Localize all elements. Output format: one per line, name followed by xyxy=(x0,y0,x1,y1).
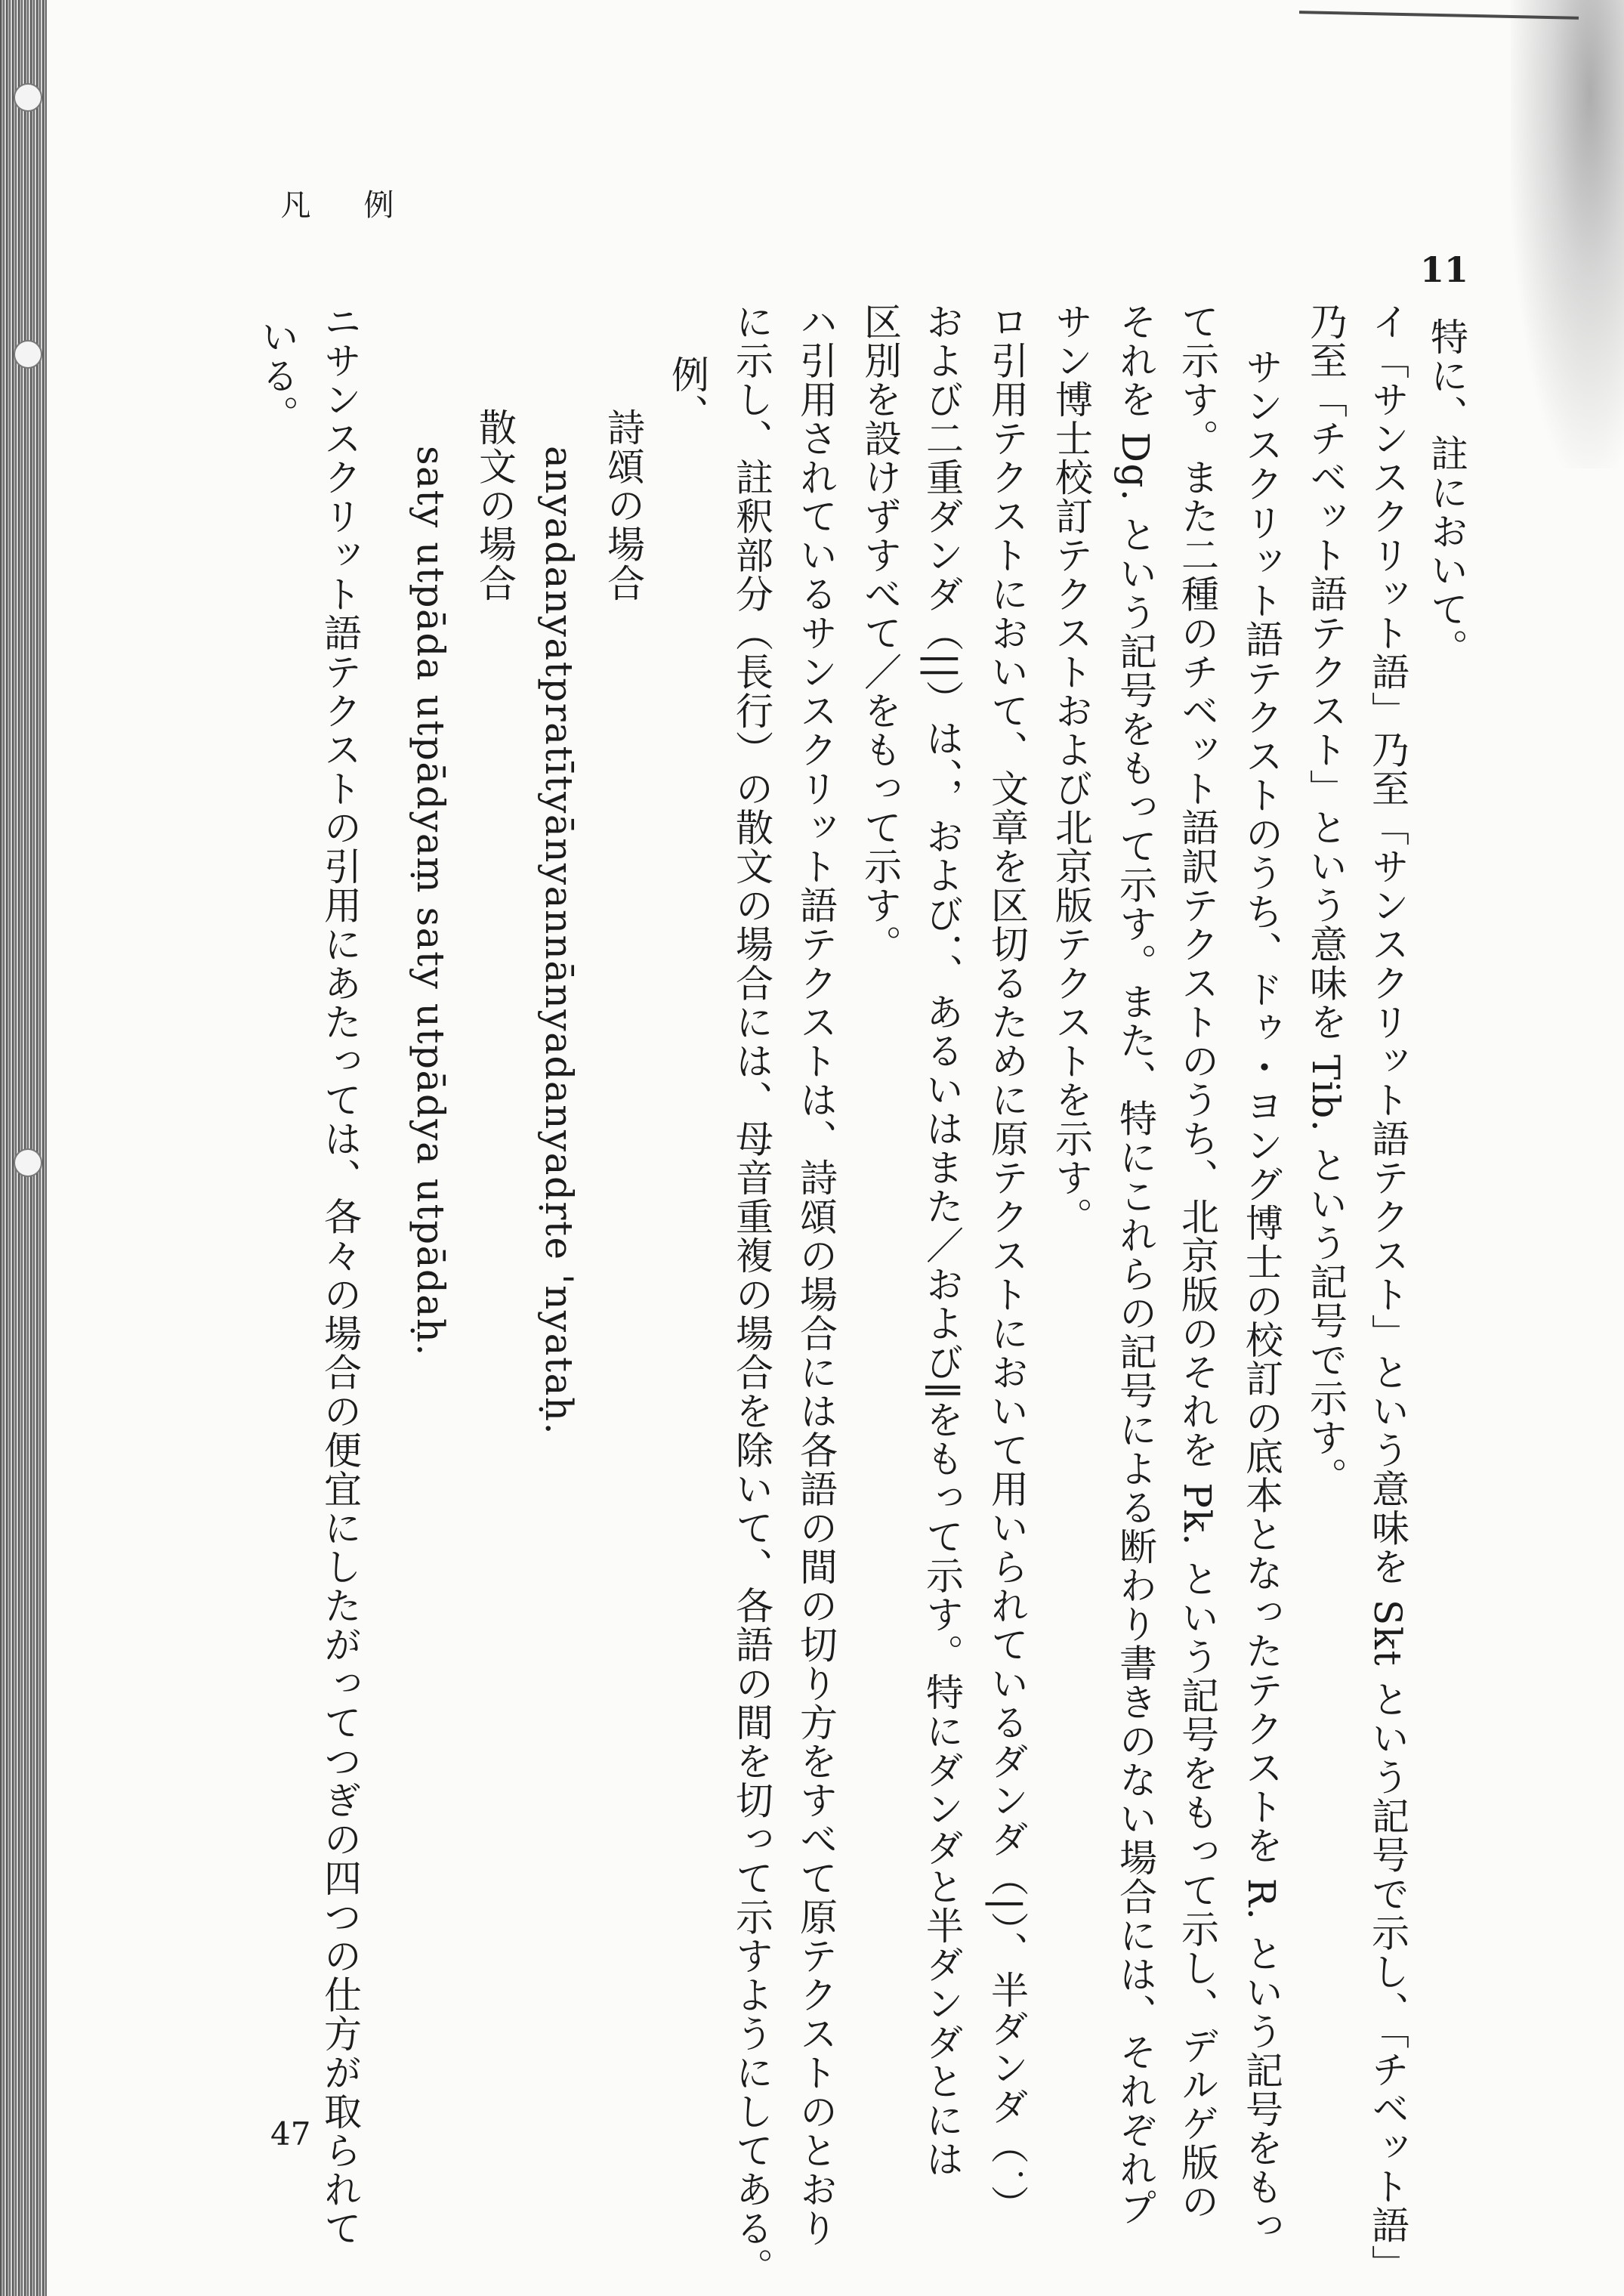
text-line-14: 詩頌の場合 xyxy=(601,408,645,603)
binding-hole xyxy=(14,83,42,112)
section-number: 11 xyxy=(1420,249,1469,290)
text-line-6: それを Dg. という記号をもって示す。また、特にこれらの記号による断わり書きのない場合には、それぞれプ xyxy=(1113,302,1157,2227)
page-number: 47 xyxy=(270,2115,311,2152)
text-line-8: ロ引用テクストにおいて、文章を区切るために原テクストにおいて用いられているダンダ（|）、半ダンダ（˙） xyxy=(985,302,1029,2224)
binding-hole xyxy=(14,1148,42,1177)
text-line-13: 例、 xyxy=(665,355,709,433)
text-line-2: イ「サンスクリット語」乃至「サンスクリット語テクスト」という意味を Skt という記号で示し、「チベット語」 xyxy=(1366,302,1409,2284)
text-line-17: saty utpāda utpādyaṃ saty utpādya utpādaḥ. xyxy=(409,446,452,1357)
running-header-part2: 例 xyxy=(359,189,394,249)
binding-hole xyxy=(14,340,42,369)
text-line-7: サン博士校訂テクストおよび北京版テクストを示す。 xyxy=(1049,302,1093,1236)
text-line-5: て示す。また二種のチベット語訳テクストのうち、北京版のそれを Pk. という記号をもって示し、デルゲ版の xyxy=(1175,302,1219,2221)
text-line-15: anyadanyatpratītyānyannānyadanyadṛte 'nyataḥ. xyxy=(537,446,581,1435)
text-line-4: サンスクリット語テクストのうち、ドゥ・ヨング博士の校訂の底本となったテクストを R. という記号をもっ xyxy=(1240,348,1283,2245)
text-line-16: 散文の場合 xyxy=(473,408,517,603)
text-line-12: に示し、註釈部分（長行）の散文の場合には、母音重複の場合を除いて、各語の間を切って示すようにしてある。 xyxy=(730,302,773,2287)
scan-smudge xyxy=(1511,0,1624,468)
text-line-18: ニサンスクリット語テクストの引用にあたっては、各々の場合の便宜にしたがってつぎの四つの仕方が取られて xyxy=(318,302,362,2248)
text-line-19: いる。 xyxy=(255,317,299,434)
text-line-11: ハ引用されているサンスクリット語テクストは、詩頌の場合には各語の間の切り方をすべて原テクストのとおり xyxy=(794,302,838,2248)
text-line-1: 特に、註において。 xyxy=(1425,317,1468,668)
text-line-10: 区別を設けずすべて／をもって示す。 xyxy=(858,302,902,964)
running-header-part1: 凡 xyxy=(276,189,310,249)
text-line-9: および二重ダンダ（||）は、，および．、あるいはまた／および∥をもって示す。特にダンダと半ダンダとには xyxy=(920,302,964,2179)
text-line-3: 乃至「チベット語テクスト」という意味を Tib. という記号で示す。 xyxy=(1304,302,1348,1497)
